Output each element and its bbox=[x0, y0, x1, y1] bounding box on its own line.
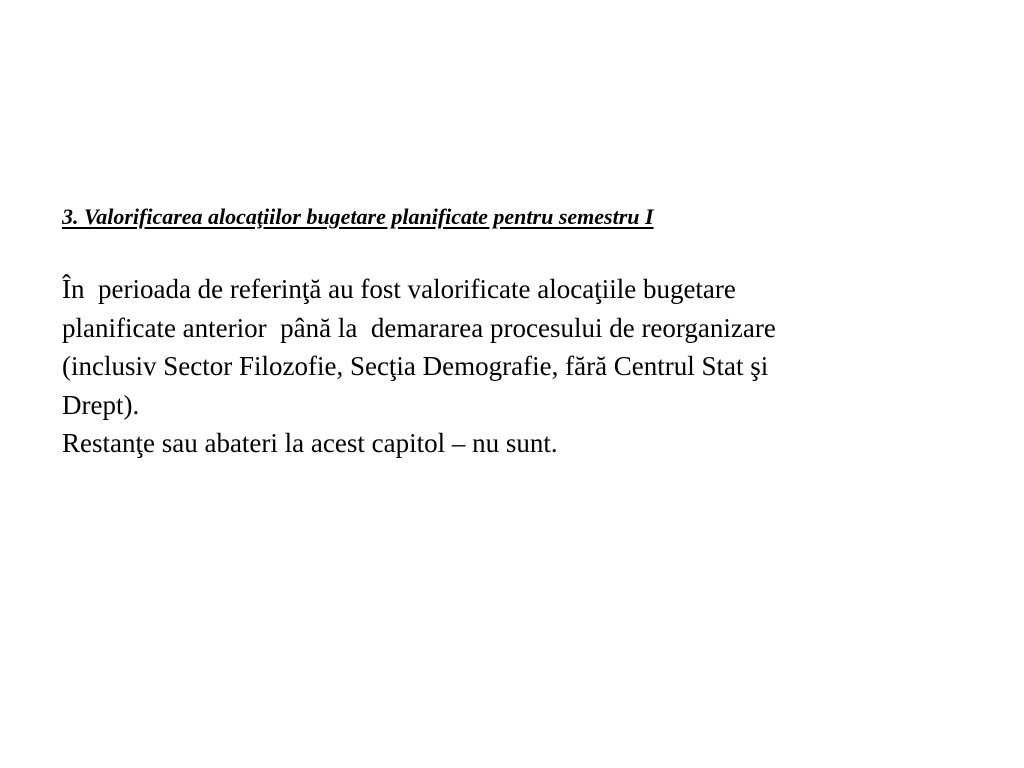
body-line: În perioada de referinţă au fost valorificate alocaţiile bugetare bbox=[62, 274, 736, 304]
body-line: Drept). bbox=[62, 389, 140, 420]
section-heading: 3. Valorificarea alocaţiilor bugetare planificate pentru semestru I bbox=[62, 204, 654, 229]
body-line-conclusion: Restanţe sau abateri la acest capitol – nu sunt. bbox=[62, 428, 558, 458]
body-line: planificate anterior până la demararea procesului de reorganizare bbox=[62, 312, 776, 343]
body-text bbox=[62, 270, 962, 463]
body-line: (inclusiv Sector Filozofie, Secţia Demografie, fără Centrul Stat şi bbox=[62, 351, 769, 381]
